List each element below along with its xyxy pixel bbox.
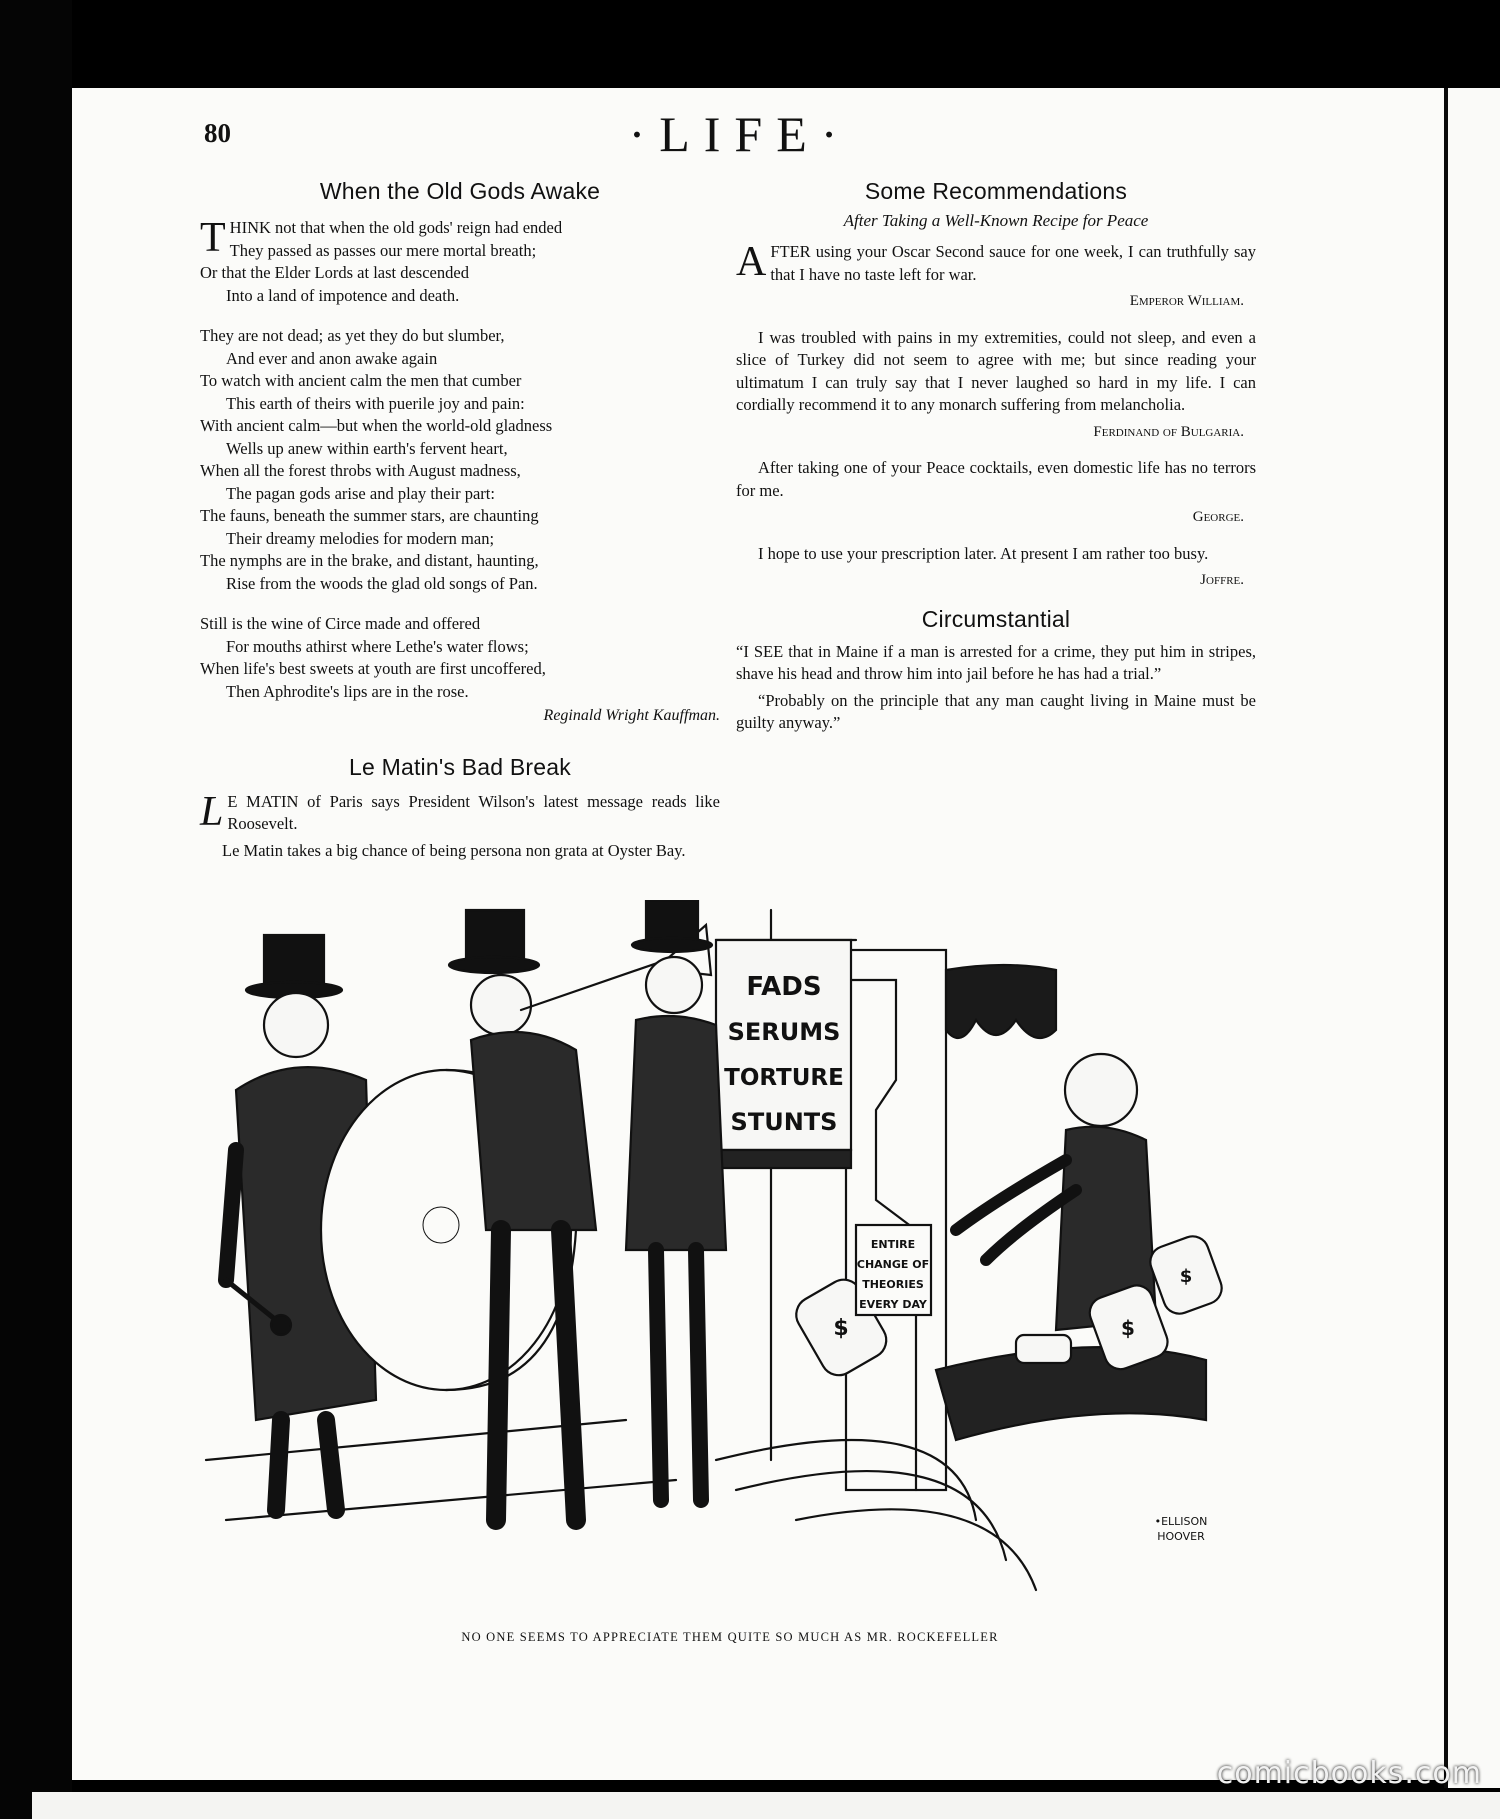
cartoon-illustration <box>196 900 1256 1610</box>
barrel-dollar-sign: $ <box>833 1316 849 1341</box>
rockefeller-head <box>1065 1054 1137 1126</box>
barrel-dollar-sign: $ <box>1179 1266 1193 1287</box>
poem-line: Their dreamy melodies for modern man; <box>226 528 495 548</box>
poem-line: To watch with ancient calm the men that cumber <box>200 371 522 390</box>
poem-stanza-3 <box>200 613 720 703</box>
poem-line: They are not dead; as yet they do but slumber, <box>200 326 505 345</box>
poem-title: When the Old Gods Awake <box>319 178 601 204</box>
poem-line: Still is the wine of Circe made and offered <box>200 614 481 633</box>
recommendations-subtitle: After Taking a Well-Known Recipe for Peace <box>843 211 1149 230</box>
poem-line: When life's best sweets at youth are first uncoffered, <box>200 659 546 678</box>
left-column <box>200 178 720 866</box>
top-hat-brim <box>449 957 539 973</box>
testimonial-signature: Emperor William. <box>1129 293 1244 309</box>
right-column <box>736 178 1256 739</box>
circumstantial-body <box>736 641 1256 735</box>
masthead-life: ·LIFE· <box>628 106 852 162</box>
poem-line: Or that the Elder Lords at last descended <box>200 263 469 282</box>
poem-author: Reginald Wright Kauffman. <box>543 707 720 724</box>
le-matin-body <box>200 788 720 863</box>
testimonial <box>736 457 1256 502</box>
poem-line: The pagan gods arise and play their part: <box>226 483 495 503</box>
trumpeter-leg <box>561 1230 576 1520</box>
testimonial <box>736 543 1256 566</box>
recommendations-body <box>736 241 1256 592</box>
testimonial-text: I hope to use your prescription later. At present I am rather too busy. <box>758 543 1209 563</box>
drum-stick-head <box>271 1315 291 1335</box>
le-matin-title: Le Matin's Bad Break <box>349 753 571 780</box>
sign-line: EVERY DAY <box>859 1298 927 1311</box>
artist-signature: HOOVER <box>1157 1530 1205 1543</box>
le-matin-paragraph <box>200 788 720 836</box>
le-matin-text: E MATIN of Paris says President Wilson's latest message reads like Roosevelt. <box>227 791 720 833</box>
awning <box>946 965 1056 1038</box>
poem-line: Then Aphrodite's lips are in the rose. <box>226 681 469 701</box>
standing-man-leg <box>656 1250 661 1500</box>
testimonial-signature: George. <box>1192 509 1244 525</box>
testimonial-signature: Joffre. <box>1200 572 1244 588</box>
poem-line: When all the forest throbs with August madness, <box>200 461 521 480</box>
poem-stanza-2 <box>200 325 720 595</box>
circumstantial-text: “I SEE that in Maine if a man is arrested for a crime, they put him in stripes, shave his head and throw him into jail before he has had a trial.” <box>736 641 1256 683</box>
testimonial <box>736 241 1256 286</box>
testimonial-text: I was troubled with pains in my extremities, could not sleep, and even a slice of Turkey did not seem to agree with me; but since reading your ultimatum I can truly say that I never laughed so hard in my life. I can cordially recommend it to any monarch suffering from melancholia. <box>736 327 1256 414</box>
circumstantial-title: Circumstantial <box>921 605 1071 632</box>
poem-line: The fauns, beneath the summer stars, are chaunting <box>200 506 539 525</box>
testimonial <box>736 327 1256 417</box>
sign-line: THEORIES <box>862 1278 924 1291</box>
barrel-dollar-sign: $ <box>1121 1316 1135 1340</box>
poem-stanza-1 <box>200 217 720 307</box>
poem-line: With ancient calm—but when the world-old gladness <box>200 416 553 435</box>
watermark: comicbooks.com <box>1216 1756 1482 1791</box>
page-number: 80 <box>204 118 231 148</box>
drummer-head <box>264 993 328 1057</box>
artist-signature: •ELLISON <box>1154 1515 1208 1528</box>
poem-line: And ever and anon awake again <box>226 348 438 368</box>
le-matin-text: Le Matin takes a big chance of being persona non grata at Oyster Bay. <box>222 840 686 860</box>
top-hat-brim <box>632 938 712 952</box>
banner-word: STUNTS <box>730 1108 838 1136</box>
poem-dropcap: T <box>200 215 226 261</box>
trumpeter-leg <box>496 1230 501 1520</box>
banner-fringe <box>716 1150 851 1168</box>
stage-curve <box>716 1440 1036 1590</box>
testimonial-text: FTER using your Oscar Second sauce for one week, I can truthfully say that I have no taste left for war. <box>770 242 1256 284</box>
cartoon-caption: NO ONE SEEMS TO APPRECIATE THEM QUITE SO MUCH AS MR. ROCKEFELLER <box>461 1630 999 1644</box>
poem-line: For mouths athirst where Lethe's water flows; <box>226 636 529 656</box>
poem-line: Rise from the woods the glad old songs of Pan. <box>226 573 538 593</box>
le-matin-paragraph <box>200 840 720 863</box>
counter <box>936 1347 1206 1440</box>
poem-line: The nymphs are in the brake, and distant, haunting, <box>200 551 539 570</box>
le-matin-dropcap: L <box>200 788 224 835</box>
testimonial-signature: Ferdinand of Bulgaria. <box>1093 423 1244 440</box>
banner-word: FADS <box>746 972 822 1002</box>
banner-word: SERUMS <box>727 1018 841 1046</box>
recommendations-title: Some Recommendations <box>864 178 1128 204</box>
testimonial-text: After taking one of your Peace cocktails, even domestic life has no terrors for me. <box>736 458 1256 500</box>
floor-line <box>226 1480 676 1520</box>
circumstantial-paragraph <box>736 690 1256 735</box>
recommendations-dropcap: A <box>736 239 767 285</box>
sign-line: ENTIRE <box>870 1238 916 1251</box>
poem-line: Wells up anew within earth's fervent heart, <box>226 438 508 458</box>
poem-line: HINK not that when the old gods' reign had ended <box>229 218 563 237</box>
trumpeter-head <box>471 975 531 1035</box>
rockefeller-arm <box>956 1160 1066 1230</box>
standing-man-leg <box>696 1250 701 1500</box>
circumstantial-paragraph <box>736 641 1256 686</box>
circumstantial-text: “Probably on the principle that any man caught living in Maine must be guilty anyway.” <box>736 690 1256 732</box>
banner-word: TORTURE <box>724 1065 844 1091</box>
sign-line: CHANGE OF <box>856 1258 930 1271</box>
adjacent-page-edge <box>1444 88 1500 1788</box>
poem-line: They passed as passes our mere mortal breath; <box>229 240 537 260</box>
drummer-leg <box>276 1420 281 1510</box>
standing-man-body <box>626 1016 726 1250</box>
poem-line: This earth of theirs with puerile joy and pain: <box>226 393 525 413</box>
standing-man-head <box>646 957 702 1013</box>
scan-border-left <box>0 0 72 1819</box>
drummer-leg <box>326 1420 336 1510</box>
poem-line: Into a land of impotence and death. <box>226 285 460 305</box>
drummer-arm <box>226 1150 236 1280</box>
trumpeter-body <box>471 1032 596 1230</box>
barrel <box>1016 1335 1071 1363</box>
poem-body <box>200 217 720 728</box>
next-page-edge <box>32 1792 1500 1819</box>
